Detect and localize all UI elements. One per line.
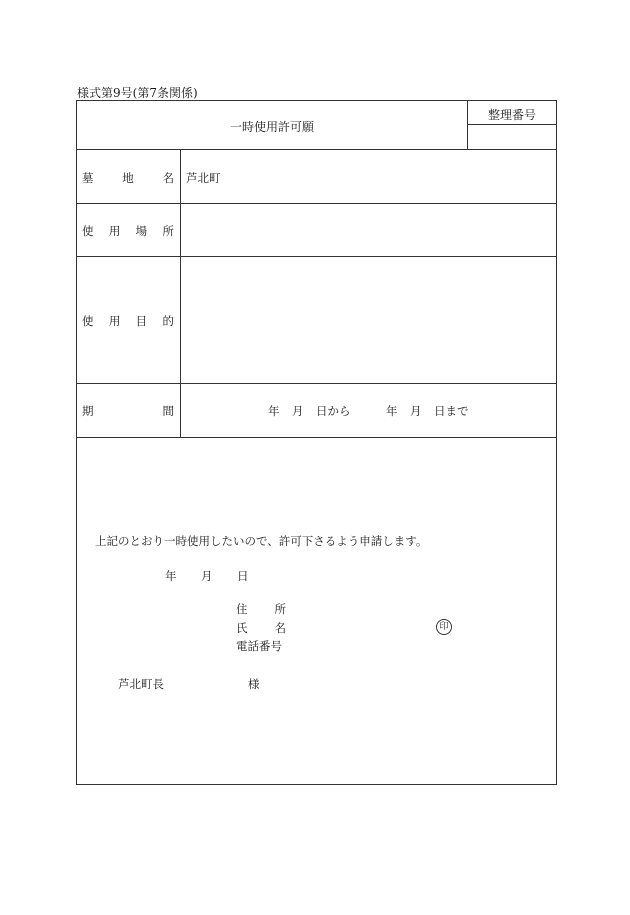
period-day-to: 日まで — [434, 404, 469, 418]
date-month: 月 — [201, 569, 213, 583]
period-year-to: 年 — [386, 404, 398, 418]
ref-number-field[interactable] — [468, 125, 555, 149]
usage-purpose-label: 使 用 目 的 — [82, 314, 174, 328]
period-month-to: 月 — [410, 404, 422, 418]
rule-purpose-bottom — [76, 383, 557, 384]
seal-mark: 印 — [436, 619, 452, 635]
date-day: 日 — [237, 569, 249, 583]
period-label: 期 間 — [82, 404, 174, 418]
usage-place-field[interactable] — [181, 204, 555, 256]
addressee-honorific: 様 — [248, 677, 260, 691]
ref-number-label: 整理番号 — [488, 108, 537, 122]
applicant-address-label: 住 所 — [236, 602, 286, 616]
cemetery-name-value[interactable]: 芦北町 — [186, 171, 221, 185]
form-number: 様式第9号(第7条関係) — [77, 86, 198, 100]
form-title: 一時使用許可願 — [230, 120, 315, 134]
usage-purpose-field[interactable] — [181, 257, 555, 383]
usage-place-label: 使 用 場 所 — [82, 224, 174, 238]
applicant-phone-label: 電話番号 — [236, 639, 282, 653]
period-month-from: 月 — [292, 404, 304, 418]
application-statement: 上記のとおり一時使用したいので、許可下さるよう申請します。 — [95, 534, 428, 548]
period-year-from: 年 — [268, 404, 280, 418]
period-day-from: 日から — [316, 404, 351, 418]
applicant-name-label: 氏 名 — [236, 621, 286, 635]
cemetery-name-label: 墓 地 名 — [82, 171, 174, 185]
rule-period-bottom — [76, 437, 557, 438]
rule-title-bottom — [76, 149, 557, 150]
date-year: 年 — [165, 569, 177, 583]
addressee-name: 芦北町長 — [118, 677, 164, 691]
